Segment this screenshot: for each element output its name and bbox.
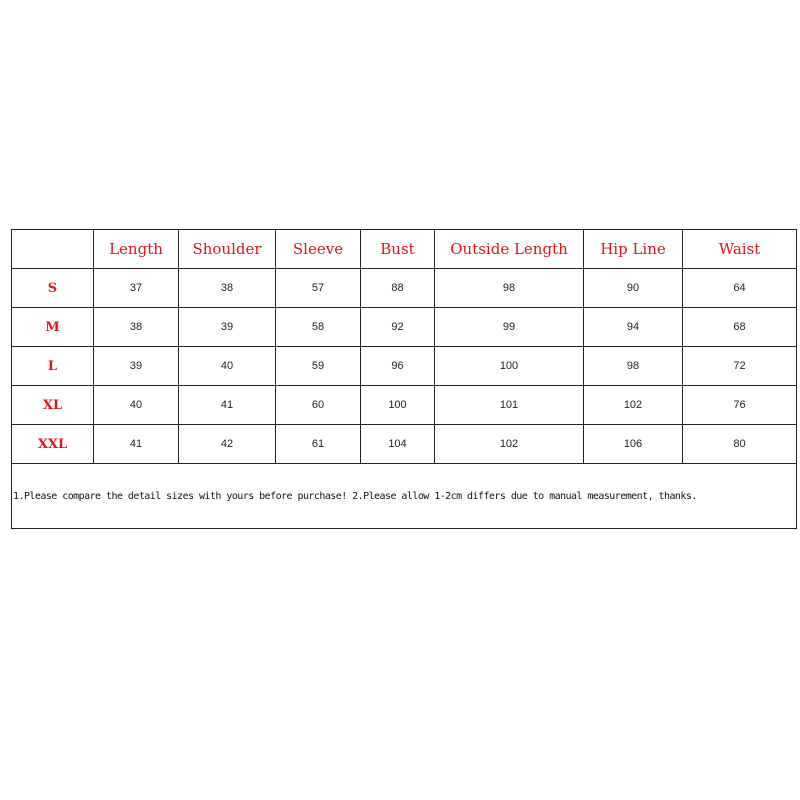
table-row — [12, 425, 797, 464]
table-cell: 40 — [94, 386, 179, 425]
table-cell: 80 — [683, 425, 797, 464]
table-cell: 100 — [361, 386, 435, 425]
table-cell: 60 — [276, 386, 361, 425]
table-cell: 106 — [584, 425, 683, 464]
table-cell: 104 — [361, 425, 435, 464]
table-cell: 100 — [435, 347, 584, 386]
table-cell: 72 — [683, 347, 797, 386]
table-cell: 99 — [435, 308, 584, 347]
size-label: XL — [12, 386, 94, 425]
table-cell: 101 — [435, 386, 584, 425]
table-cell: 37 — [94, 269, 179, 308]
table-cell: 38 — [94, 308, 179, 347]
note-row — [12, 464, 797, 529]
corner-cell — [12, 230, 94, 269]
size-chart-table — [11, 229, 797, 529]
table-cell: 90 — [584, 269, 683, 308]
table-row — [12, 269, 797, 308]
table-cell: 39 — [179, 308, 276, 347]
table-cell: 57 — [276, 269, 361, 308]
table-cell: 92 — [361, 308, 435, 347]
header-row — [12, 230, 797, 269]
column-header-length: Length — [94, 230, 179, 269]
table-cell: 102 — [584, 386, 683, 425]
table-cell: 61 — [276, 425, 361, 464]
table-cell: 40 — [179, 347, 276, 386]
table-cell: 64 — [683, 269, 797, 308]
table-row — [12, 347, 797, 386]
table-cell: 94 — [584, 308, 683, 347]
size-label: L — [12, 347, 94, 386]
table-cell: 38 — [179, 269, 276, 308]
table-cell: 58 — [276, 308, 361, 347]
column-header-shoulder: Shoulder — [179, 230, 276, 269]
column-header-sleeve: Sleeve — [276, 230, 361, 269]
size-note: 1.Please compare the detail sizes with yours before purchase! 2.Please allow 1-2cm differs due to manual measurement, thanks. — [12, 464, 797, 529]
size-label: S — [12, 269, 94, 308]
table-row — [12, 386, 797, 425]
table-row — [12, 308, 797, 347]
table-cell: 39 — [94, 347, 179, 386]
table-cell: 42 — [179, 425, 276, 464]
table-cell: 98 — [584, 347, 683, 386]
table-cell: 76 — [683, 386, 797, 425]
column-header-hip-line: Hip Line — [584, 230, 683, 269]
table-cell: 98 — [435, 269, 584, 308]
table-cell: 41 — [179, 386, 276, 425]
column-header-waist: Waist — [683, 230, 797, 269]
table-cell: 68 — [683, 308, 797, 347]
size-label: M — [12, 308, 94, 347]
table-cell: 41 — [94, 425, 179, 464]
size-label: XXL — [12, 425, 94, 464]
table-cell: 102 — [435, 425, 584, 464]
table-cell: 88 — [361, 269, 435, 308]
column-header-bust: Bust — [361, 230, 435, 269]
table-cell: 96 — [361, 347, 435, 386]
table-cell: 59 — [276, 347, 361, 386]
column-header-outside-length: Outside Length — [435, 230, 584, 269]
